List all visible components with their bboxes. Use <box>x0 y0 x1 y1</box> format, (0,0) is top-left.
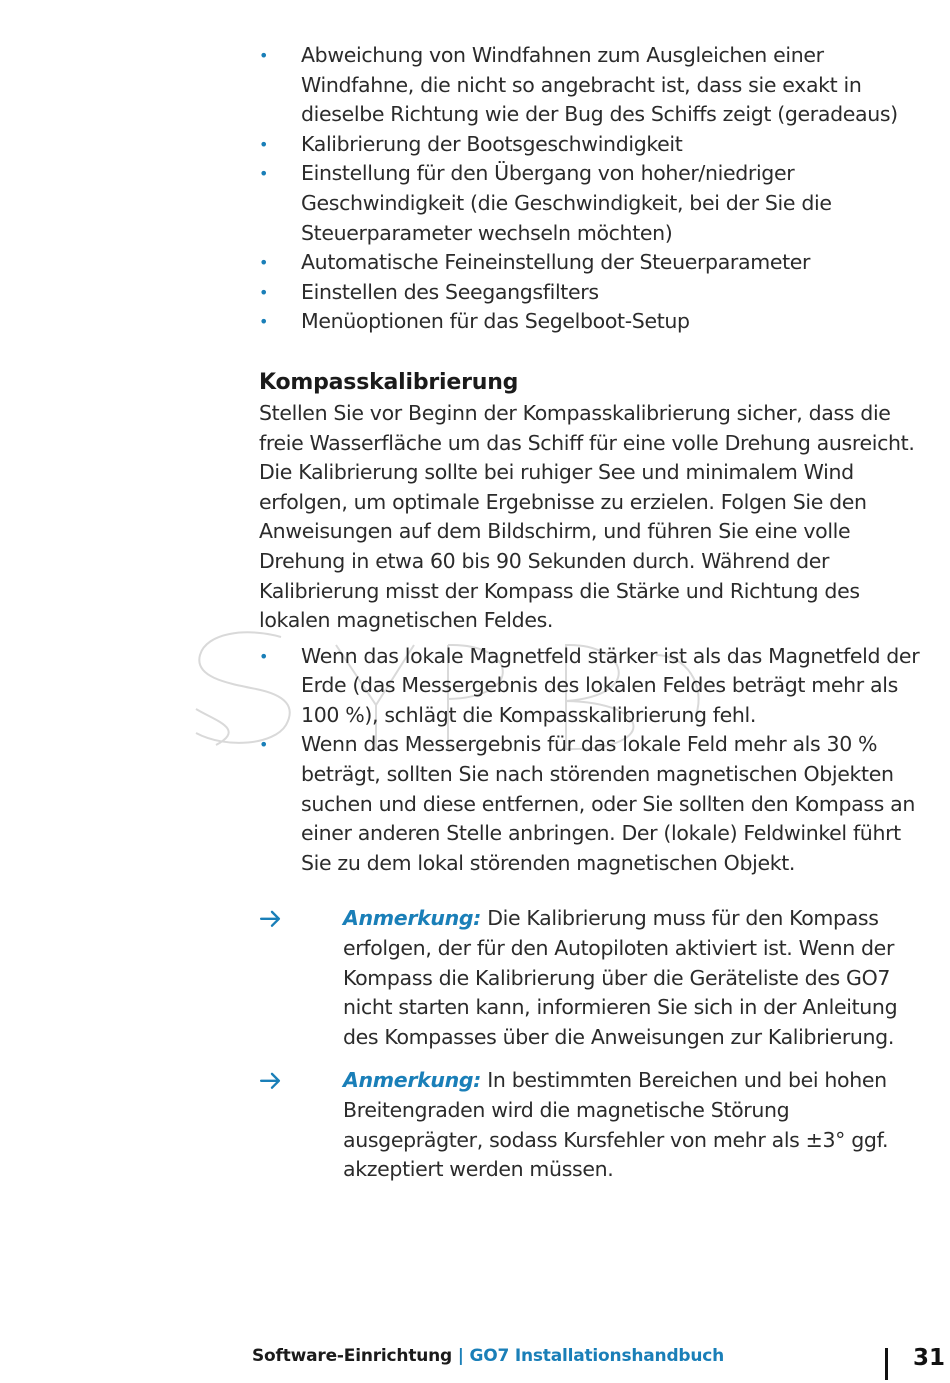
note-text: Die Kalibrierung muss für den Kompass erfolgen, der für den Autopiloten aktiviert ist. Wenn der Kompass die Kalibrierung über die Geräteliste des GO7 nicht starten kann, informieren Sie sich in der Anleitung des Kompasses über die Anweisungen zur Kalibrierung. <box>343 906 898 1049</box>
bullet-dot-icon: • <box>259 735 269 755</box>
arrow-right-icon <box>259 1066 283 1096</box>
footer-chapter: Software-Einrichtung <box>252 1346 453 1366</box>
note-label: Anmerkung: <box>343 1068 482 1093</box>
list-item-text: Wenn das Messergebnis für das lokale Feld mehr als 30 % beträgt, sollten Sie nach störenden magnetischen Objekten suchen und diese entfernen, oder Sie sollten den Kompass an einer anderen Stelle anbringen. Der (lokale) Feldwinkel führt Sie zu dem lokal störenden magnetischen Objekt. <box>301 732 916 875</box>
list-item-text: Einstellung für den Übergang von hoher/niedriger Geschwindigkeit (die Geschwindigkeit, bei der Sie die Steuerparameter wechseln möchten) <box>301 161 832 245</box>
bullet-dot-icon: • <box>259 646 269 666</box>
bullet-dot-icon: • <box>259 312 269 332</box>
list-item-text: Wenn das lokale Magnetfeld stärker ist als das Magnetfeld der Erde (das Messergebnis des lokalen Feldes beträgt mehr als 100 %), schlägt die Kompasskalibrierung fehl. <box>301 643 920 727</box>
bullet-dot-icon: • <box>259 253 269 273</box>
list-item-text: Menüoptionen für das Segelboot-Setup <box>301 309 690 334</box>
list-item-text: Kalibrierung der Bootsgeschwindigkeit <box>301 131 683 156</box>
note-label: Anmerkung: <box>343 906 482 931</box>
list-item-text: Abweichung von Windfahnen zum Ausgleichen einer Windfahne, die nicht so angebracht ist, dass sie exakt in dieselbe Richtung wie der Bug des Schiffs zeigt (geradeaus) <box>301 43 898 127</box>
list-item-text: Einstellen des Seegangsfilters <box>301 279 599 304</box>
list-item-text: Automatische Feineinstellung der Steuerparameter <box>301 250 811 275</box>
arrow-right-icon <box>259 904 283 934</box>
note-text: In bestimmten Bereichen und bei hohen Breitengraden wird die magnetische Störung ausgeprägter, sodass Kursfehler von mehr als ±3° ggf. akzeptiert werden müssen. <box>343 1068 889 1182</box>
main-content <box>259 41 931 1185</box>
list-item <box>259 130 931 160</box>
list-item <box>259 278 931 308</box>
note-block <box>259 904 931 1052</box>
list-item <box>259 307 931 337</box>
page-number: 31 <box>913 1345 946 1371</box>
list-item <box>259 159 931 248</box>
list-item <box>259 642 931 731</box>
page-number-divider <box>885 1348 888 1380</box>
bullet-dot-icon: • <box>259 134 269 154</box>
page-footer <box>252 1346 724 1366</box>
intro-bullet-list <box>259 41 931 337</box>
section-heading: Kompasskalibrierung <box>259 369 519 395</box>
calibration-bullet-list <box>259 642 931 879</box>
section-paragraph: Stellen Sie vor Beginn der Kompasskalibrierung sicher, dass die freie Wasserfläche um das Schiff für eine volle Drehung ausreicht. Die Kalibrierung sollte bei ruhiger See und minimalem Wind erfolgen, um optimale Ergebnisse zu erzielen. Folgen Sie den Anweisungen auf dem Bildschirm, und führen Sie eine volle Drehung in etwa 60 bis 90 Sekunden durch. Während der Kalibrierung misst der Kompass die Stärke und Richtung des lokalen magnetischen Feldes. <box>259 400 915 633</box>
footer-separator: | <box>457 1346 464 1366</box>
list-item <box>259 248 931 278</box>
bullet-dot-icon: • <box>259 164 269 184</box>
list-item <box>259 730 931 878</box>
bullet-dot-icon: • <box>259 282 269 302</box>
footer-manual-title: GO7 Installationshandbuch <box>469 1346 725 1366</box>
note-block <box>259 1066 931 1184</box>
bullet-dot-icon: • <box>259 46 269 65</box>
list-item <box>259 41 931 130</box>
